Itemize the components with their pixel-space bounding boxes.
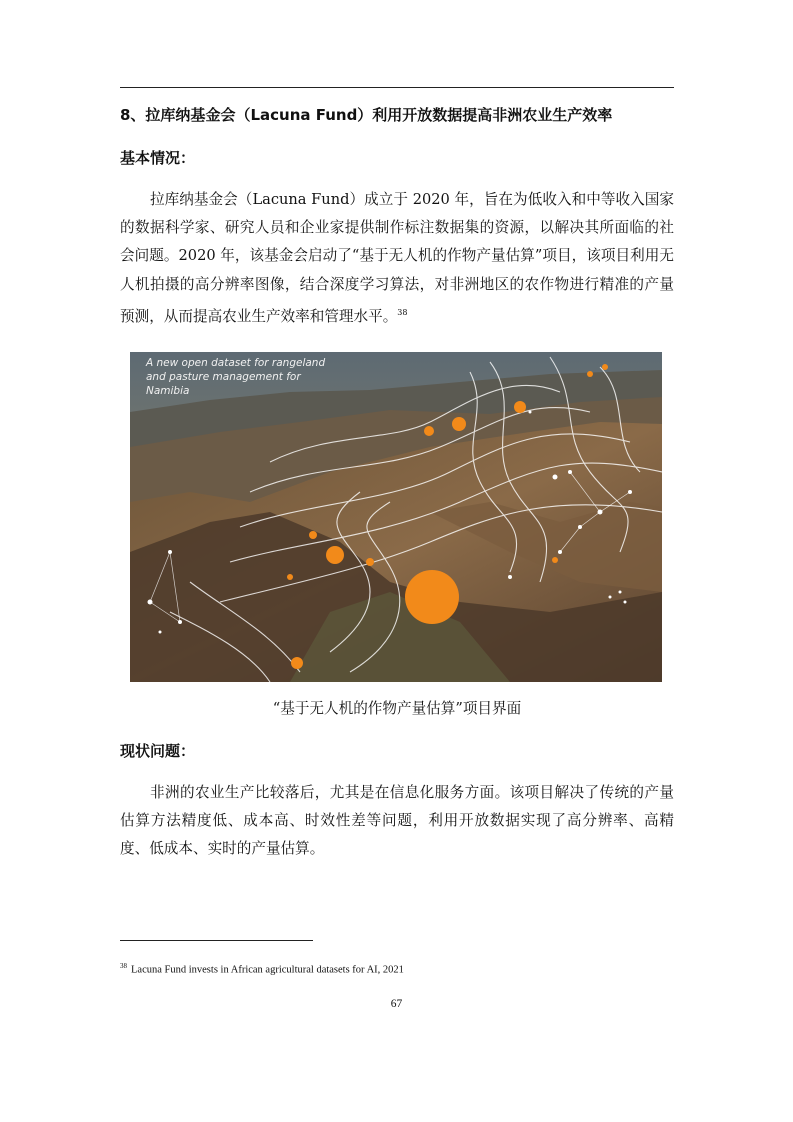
status-heading: 现状问题：: [120, 742, 196, 760]
page-number: 67: [390, 998, 403, 1010]
figure-overlay-text: A new open dataset for rangeland and pasture management for Namibia: [146, 357, 326, 397]
section-title: 8、拉库纳基金会（Lacuna Fund）利用开放数据提高非洲农业生产效率: [120, 106, 613, 124]
basic-info-heading: 基本情况：: [120, 149, 196, 167]
header-rule: [120, 87, 674, 88]
basic-info-paragraph: [120, 186, 674, 331]
figure-caption: “基于无人机的作物产量估算”项目界面: [272, 700, 522, 717]
footnote-number: 38: [120, 962, 127, 970]
landscape-illustration: [130, 352, 662, 682]
footnote-text: Lacuna Fund invests in African agricultural datasets for AI, 2021: [131, 964, 404, 976]
basic-info-text: 拉库纳基金会（Lacuna Fund）成立于 2020 年，旨在为低收入和中等收入国家的数据科学家、研究人员和企业家提供制作标注数据集的资源，以解决其所面临的社会问题。2020 年，该基金会启动了“基于无人机的作物产量估算”项目，该项目利用无人机拍摄的高分辨率图像，结合深度学习算法，对非洲地区的农作物进行精准的产量预测，从而提高农业生产效率和管理水平。: [120, 191, 674, 325]
footnote: [120, 958, 674, 979]
footnote-rule: [120, 940, 313, 941]
status-paragraph: 非洲的农业生产比较落后，尤其是在信息化服务方面。该项目解决了传统的产量估算方法精度低、成本高、时效性差等问题，利用开放数据实现了高分辨率、高精度、低成本、实时的产量估算。: [120, 784, 674, 858]
footnote-ref[interactable]: 38: [397, 307, 408, 317]
drone-project-image: [130, 352, 662, 682]
